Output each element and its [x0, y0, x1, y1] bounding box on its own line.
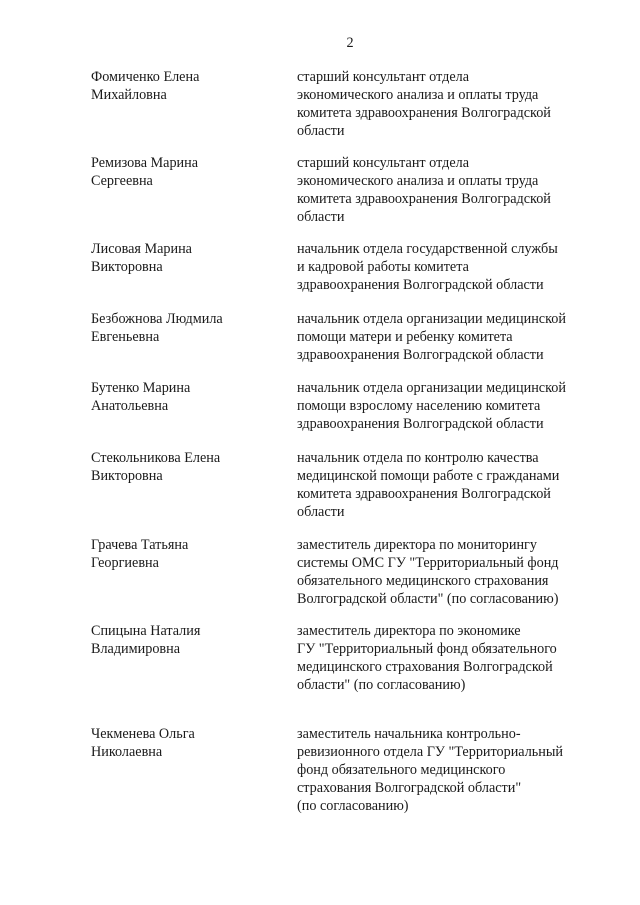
entry-position: заместитель директора по мониторингу системы ОМС ГУ "Территориальный фонд обязательного медицинского страхования Волгоградской области" (по согласованию) [297, 537, 559, 607]
entry-name: Стекольникова Елена Викторовна [91, 450, 221, 484]
entry-position: начальник отдела организации медицинской помощи взрослому населению комитета здравоохранения Волгоградской области [297, 380, 566, 432]
entry-position: начальник отдела государственной службы и кадровой работы комитета здравоохранения Волгоградской области [297, 241, 558, 293]
entry-name: Безбожнова Людмила Евгеньевна [91, 311, 223, 345]
entry-name: Спицына Наталия Владимировна [91, 623, 201, 657]
entry-name: Фомиченко Елена Михайловна [91, 69, 200, 103]
entry-name: Лисовая Марина Викторовна [91, 241, 192, 275]
page-number: 2 [346, 35, 354, 51]
entry-name: Бутенко Марина Анатольевна [91, 380, 191, 414]
entry-position: старший консультант отдела экономического анализа и оплаты труда комитета здравоохранения Волгоградской области [297, 69, 551, 139]
entry-position: начальник отдела по контролю качества медицинской помощи работе с гражданами комитета здравоохранения Волгоградской области [297, 450, 560, 520]
entry-position: заместитель начальника контрольно- ревизионного отдела ГУ "Территориальный фонд обязательного медицинского страхования Волгоградской области" (по согласованию) [297, 726, 563, 814]
entry-position: старший консультант отдела экономического анализа и оплаты труда комитета здравоохранения Волгоградской области [297, 155, 551, 225]
entry-name: Чекменева Ольга Николаевна [91, 726, 195, 760]
entry-position: заместитель директора по экономике ГУ "Территориальный фонд обязательного медицинского страхования Волгоградской области" (по согласованию) [297, 623, 557, 693]
entry-position: начальник отдела организации медицинской помощи матери и ребенку комитета здравоохранения Волгоградской области [297, 311, 566, 363]
entry-name: Ремизова Марина Сергеевна [91, 155, 199, 189]
entry-name: Грачева Татьяна Георгиевна [91, 537, 189, 571]
